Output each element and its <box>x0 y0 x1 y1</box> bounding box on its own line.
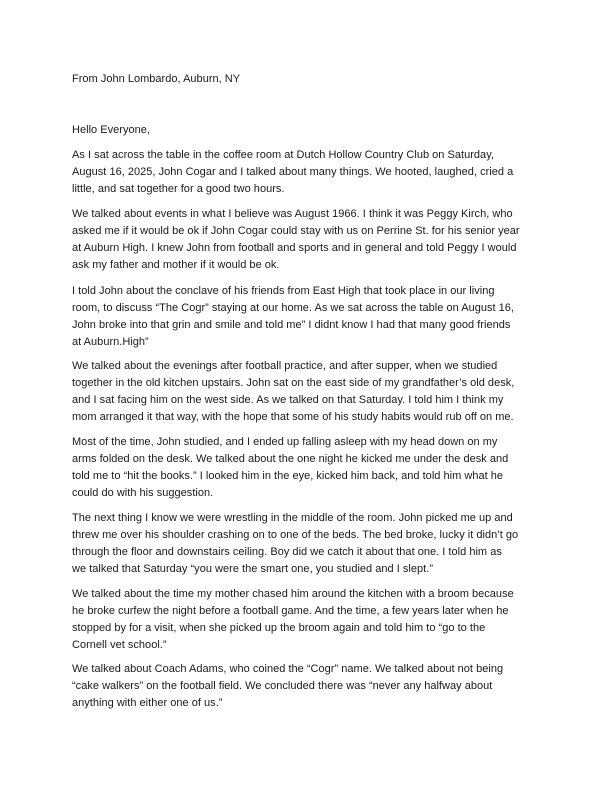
paragraph-line: threw me over his shoulder crashing on to one of the beds. The bed broke, lucky it didn’t go <box>72 529 519 541</box>
paragraph-studied <box>72 434 542 502</box>
paragraph-line: Most of the time, John studied, and I ended up falling asleep with my head down on my <box>72 436 498 448</box>
paragraph-line: little, and sat together for a good two hours. <box>72 183 285 195</box>
paragraph-line: asked me if it would be ok if John Cogar could stay with us on Perrine St. for his senior year <box>72 225 520 237</box>
greeting: Hello Everyone, <box>72 124 150 136</box>
paragraph-line: As I sat across the table in the coffee room at Dutch Hollow Country Club on Saturday, <box>72 149 494 161</box>
paragraph-wrestling <box>72 510 542 578</box>
paragraph-line: We talked about events in what I believe was August 1966. I think it was Peggy Kirch, who <box>72 208 513 220</box>
paragraph-line: We talked about Coach Adams, who coined the “Cogr” name. We talked about not being <box>72 663 504 675</box>
paragraph-line: we talked that Saturday “you were the smart one, you studied and I slept.” <box>72 563 434 575</box>
paragraph-line: anything with either one of us.” <box>72 697 223 709</box>
paragraph-line: room, to discuss “The Cogr” staying at our home. As we sat across the table on August 16, <box>72 302 514 314</box>
paragraph-line: John broke into that grin and smile and told me” I didnt know I had that many good friends <box>72 319 511 331</box>
from-line: From John Lombardo, Auburn, NY <box>72 73 241 85</box>
paragraph-evenings <box>72 358 542 426</box>
paragraph-line: ask my father and mother if it would be ok. <box>72 259 280 271</box>
paragraph-line: he broke curfew the night before a football game. And the time, a few years later when he <box>72 605 509 617</box>
paragraph-line: told me to “hit the books.” I looked him in the eye, kicked him back, and told him what he <box>72 470 504 482</box>
paragraph-line: through the floor and downstairs ceiling. Boy did we catch it about that one. I told him as <box>72 546 502 558</box>
paragraph-conclave <box>72 283 542 351</box>
paragraph-line: We talked about the evenings after football practice, and after supper, when we studied <box>72 360 498 372</box>
paragraph-line: The next thing I know we were wrestling in the middle of the room. John picked me up and <box>72 512 513 524</box>
paragraph-broom <box>72 586 542 654</box>
paragraph-coach-adams <box>72 661 542 712</box>
paragraph-line: “cake walkers” on the football field. We concluded there was “never any halfway about <box>72 680 493 692</box>
paragraph-line: Cornell vet school.” <box>72 639 167 651</box>
paragraph-line: August 16, 2025, John Cogar and I talked about many things. We hooted, laughed, cried a <box>72 166 514 178</box>
paragraph-coffee-room <box>72 147 542 198</box>
paragraph-line: and I sat facing him on the west side. As we talked on that Saturday. I told him I think my <box>72 394 504 406</box>
paragraph-line: arms folded on the desk. We talked about the one night he kicked me under the desk and <box>72 453 509 465</box>
paragraph-august-1966 <box>72 206 542 274</box>
paragraph-line: We talked about the time my mother chased him around the kitchen with a broom because <box>72 588 514 600</box>
paragraph-line: stopped by for a visit, when she picked up the broom again and told him to “go to the <box>72 622 486 634</box>
paragraph-line: at Auburn.High” <box>72 336 149 348</box>
paragraph-line: at Auburn High. I knew John from football and sports and in general and told Peggy I would <box>72 242 517 254</box>
paragraph-line: I told John about the conclave of his friends from East High that took place in our living <box>72 285 495 297</box>
paragraph-line: mom arranged it that way, with the hope that some of his study habits would rub off on me. <box>72 411 514 423</box>
paragraph-line: together in the old kitchen upstairs. John sat on the east side of my grandfather’s old desk, <box>72 377 515 389</box>
paragraph-line: could do with his suggestion. <box>72 487 214 499</box>
